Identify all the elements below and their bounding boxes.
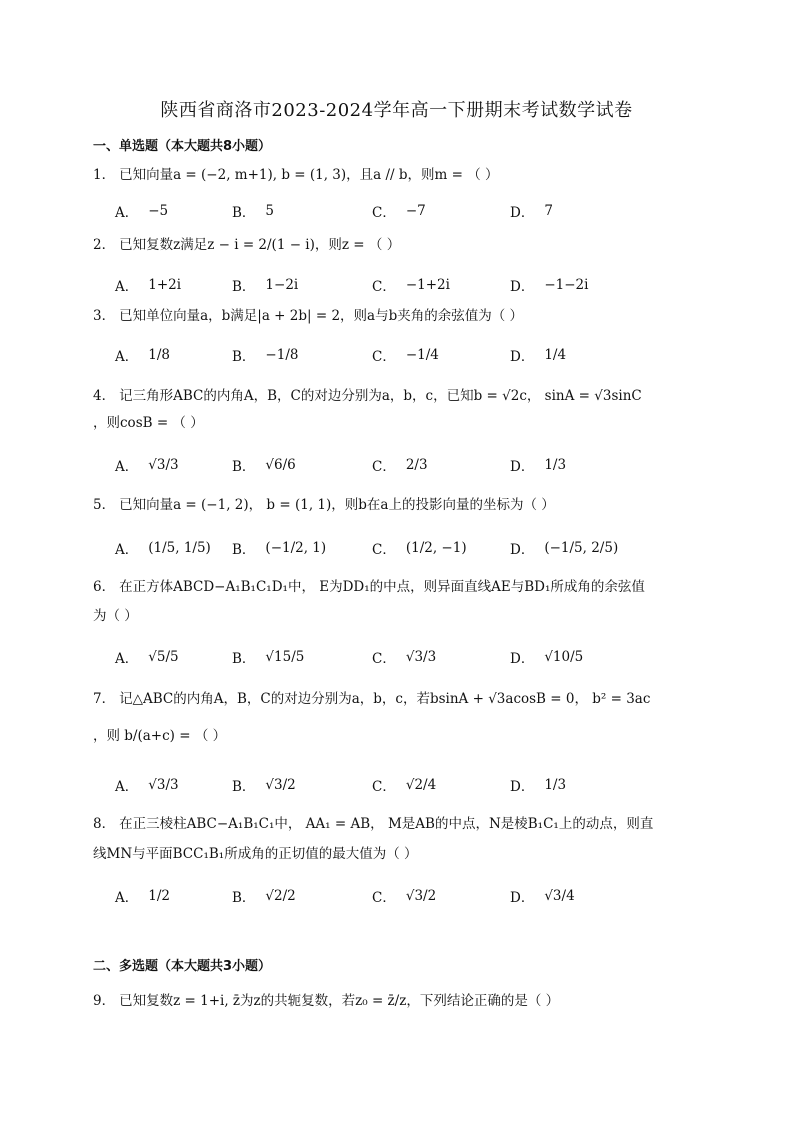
question-text: 在正方体ABCD−A₁B₁C₁D₁中， E为DD₁的中点，则异面直线AE与BD₁所成角的余弦值: [119, 579, 645, 595]
option-d[interactable]: D． 1/3: [510, 457, 567, 475]
option-c[interactable]: C． 2/3: [372, 457, 428, 475]
question-3: 3． 已知单位向量a，b满足|a + 2b| = 2，则a与b夹角的余弦值为（ ）: [93, 308, 524, 324]
section-heading-single-choice: 一、单选题（本大题共8小题）: [93, 139, 272, 154]
option-c[interactable]: C． −1+2i: [372, 277, 450, 295]
question-text: 已知单位向量a，b满足|a + 2b| = 2，则a与b夹角的余弦值为（ ）: [119, 308, 524, 324]
question-7: 7． 记△ABC的内角A，B，C的对边分别为a，b，c，若bsinA + √3acosB = 0， b² = 3ac: [93, 691, 651, 707]
option-c[interactable]: C． −1/4: [372, 347, 439, 365]
option-d[interactable]: D． 7: [510, 203, 553, 221]
option-b[interactable]: B． −1/8: [232, 347, 299, 365]
option-b[interactable]: B． 5: [232, 203, 275, 221]
question-4-cont: ，则cosB = （ ）: [93, 415, 204, 431]
option-a[interactable]: A． √3/3: [115, 777, 179, 795]
section-heading-multi-choice: 二、多选题（本大题共3小题）: [93, 959, 272, 974]
option-a[interactable]: A． (1/5, 1/5): [115, 540, 211, 558]
question-6: 6． 在正方体ABCD−A₁B₁C₁D₁中， E为DD₁的中点，则异面直线AE与BD₁所成角的余弦值: [93, 579, 645, 595]
option-b[interactable]: B． √2/2: [232, 888, 296, 906]
option-a[interactable]: A． 1/2: [115, 888, 170, 906]
question-text: 在正三棱柱ABC−A₁B₁C₁中， AA₁ = AB， M是AB的中点，N是棱B₁C₁上的动点，则直: [119, 816, 654, 832]
question-text: 已知向量a = (−2, m+1), b = (1, 3)，且a // b，则m = （ ）: [119, 167, 499, 183]
option-d[interactable]: D． √3/4: [510, 888, 575, 906]
option-c[interactable]: C． √3/3: [372, 649, 437, 667]
option-d[interactable]: D． (−1/5, 2/5): [510, 540, 619, 558]
question-text: 记三角形ABC的内角A，B，C的对边分别为a，b，c，已知b = √2c， sinA = √3sinC: [119, 388, 642, 404]
option-d[interactable]: D． 1/4: [510, 347, 567, 365]
option-c[interactable]: C． √2/4: [372, 777, 437, 795]
question-2: 2． 已知复数z满足z − i = 2/(1 − i)，则z = （ ）: [93, 237, 401, 253]
question-1: 1． 已知向量a = (−2, m+1), b = (1, 3)，且a // b，则m = （ ）: [93, 167, 499, 183]
question-4: 4． 记三角形ABC的内角A，B，C的对边分别为a，b，c，已知b = √2c， sinA = √3sinC: [93, 388, 642, 404]
question-8-cont: 线MN与平面BCC₁B₁所成角的正切值的最大值为（ ）: [93, 846, 418, 862]
option-a[interactable]: A． 1+2i: [115, 277, 182, 295]
option-c[interactable]: C． −7: [372, 203, 426, 221]
question-5: 5． 已知向量a = (−1, 2)， b = (1, 1)，则b在a上的投影向量的坐标为（ ）: [93, 497, 555, 513]
exam-title: 陕西省商洛市2023-2024学年高一下册期末考试数学试卷: [160, 100, 633, 121]
option-d[interactable]: D． √10/5: [510, 649, 584, 667]
question-6-cont: 为（ ）: [93, 608, 138, 624]
option-d[interactable]: D． −1−2i: [510, 277, 589, 295]
option-c[interactable]: C． (1/2, −1): [372, 540, 467, 558]
option-a[interactable]: A． −5: [115, 203, 169, 221]
option-a[interactable]: A． 1/8: [115, 347, 170, 365]
question-text: 记△ABC的内角A，B，C的对边分别为a，b，c，若bsinA + √3acosB = 0， b² = 3ac: [119, 691, 651, 707]
question-9: 9． 已知复数z = 1+i, z̄为z的共轭复数，若z₀ = z̄/z，下列结论正确的是（ ）: [93, 993, 560, 1009]
option-a[interactable]: A． √5/5: [115, 649, 179, 667]
option-c[interactable]: C． √3/2: [372, 888, 437, 906]
option-b[interactable]: B． (−1/2, 1): [232, 540, 327, 558]
option-d[interactable]: D． 1/3: [510, 777, 567, 795]
option-b[interactable]: B． √15/5: [232, 649, 305, 667]
question-8: 8． 在正三棱柱ABC−A₁B₁C₁中， AA₁ = AB， M是AB的中点，N是棱B₁C₁上的动点，则直: [93, 816, 654, 832]
option-b[interactable]: B． 1−2i: [232, 277, 299, 295]
option-b[interactable]: B． √3/2: [232, 777, 296, 795]
question-text: 已知向量a = (−1, 2)， b = (1, 1)，则b在a上的投影向量的坐标为（ ）: [119, 497, 555, 513]
option-b[interactable]: B． √6/6: [232, 457, 296, 475]
question-7-cont: ，则 b/(a+c) = （ ）: [93, 728, 227, 744]
option-a[interactable]: A． √3/3: [115, 457, 179, 475]
question-text: 已知复数z = 1+i, z̄为z的共轭复数，若z₀ = z̄/z，下列结论正确的是（ ）: [119, 993, 560, 1009]
question-text: 已知复数z满足z − i = 2/(1 − i)，则z = （ ）: [119, 237, 401, 253]
